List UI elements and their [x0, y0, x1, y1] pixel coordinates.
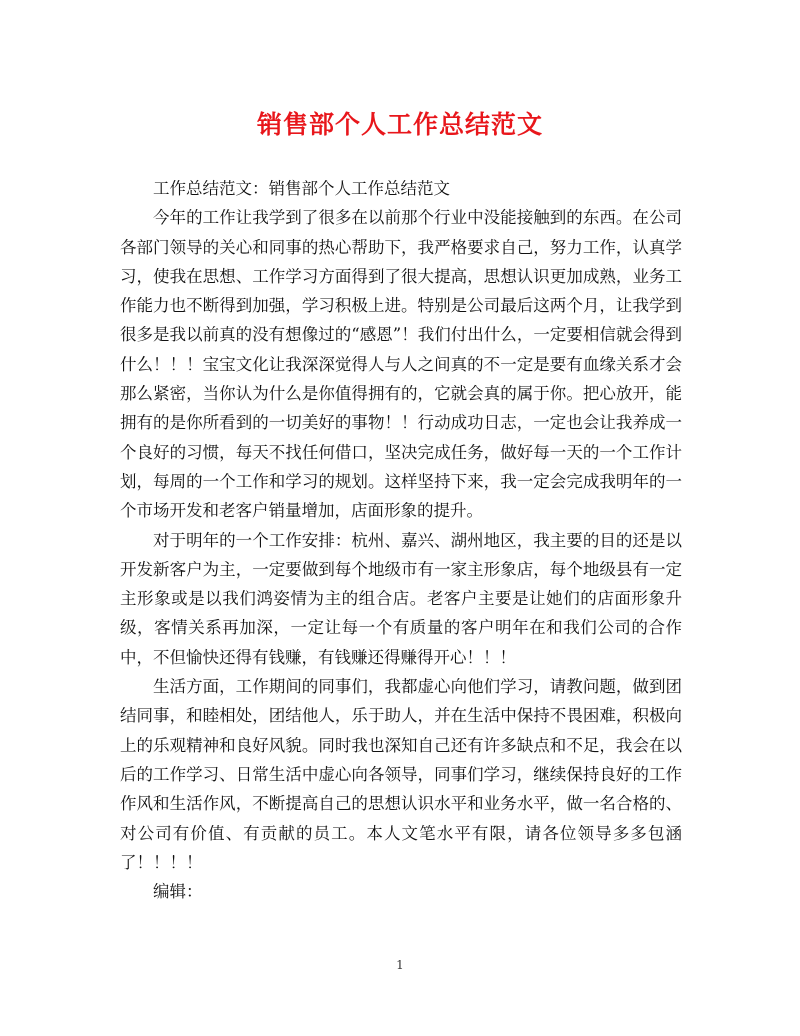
page-number: 1 [396, 958, 404, 972]
document-title: 销售部个人工作总结范文 [256, 110, 543, 139]
editor-label: 编辑： [153, 882, 203, 902]
body-paragraph-3: 生活方面，工作期间的同事们，我都虚心向他们学习，请教问题，做到团结同事，和睦相处，团结他人，乐于助人，并在生活中保持不畏困难，积极向上的乐观精神和良好风貌。同时我也深知自己还有许多缺点和不足，我会在以后的工作学习、日常生活中虚心向各领导，同事们学习，继续保持良好的工作作风和生活作风，不断提高自己的思想认识水平和业务水平，做一名合格的、对公司有价值、有贡献的员工。本人文笔水平有限，请各位领导多多包涵了！！！！ [120, 677, 682, 872]
body-paragraph-1: 今年的工作让我学到了很多在以前那个行业中没能接触到的东西。在公司各部门领导的关心和同事的热心帮助下，我严格要求自己，努力工作，认真学习，使我在思想、工作学习方面得到了很大提高，思想认识更加成熟，业务工作能力也不断得到加强，学习积极上进。特别是公司最后这两个月，让我学到很多是我以前真的没有想像过的“感恩”！我们付出什么，一定要相信就会得到什么！！！宝宝文化让我深深觉得人与人之间真的不一定是要有血缘关系才会那么紧密，当你认为什么是你值得拥有的，它就会真的属于你。把心放开，能拥有的是你所看到的一切美好的事物！！行动成功日志，一定也会让我养成一个良好的习惯，每天不找任何借口，坚决完成任务，做好每一天的一个工作计划，每周的一个工作和学习的规划。这样坚持下来，我一定会完成我明年的一个市场开发和老客户销量增加，店面形象的提升。 [120, 208, 682, 521]
subtitle-paragraph: 工作总结范文：销售部个人工作总结范文 [153, 179, 450, 198]
body-paragraph-2: 对于明年的一个工作安排：杭州、嘉兴、湖州地区，我主要的目的还是以开发新客户为主，一定要做到每个地级市有一家主形象店，每个地级县有一定主形象或是以我们鸿姿情为主的组合店。老客户主要是让她们的店面形象升级，客情关系再加深，一定让每一个有质量的客户明年在和我们公司的合作中，不但愉快还得有钱赚，有钱赚还得赚得开心！！！ [120, 530, 682, 667]
document-body [120, 174, 682, 906]
